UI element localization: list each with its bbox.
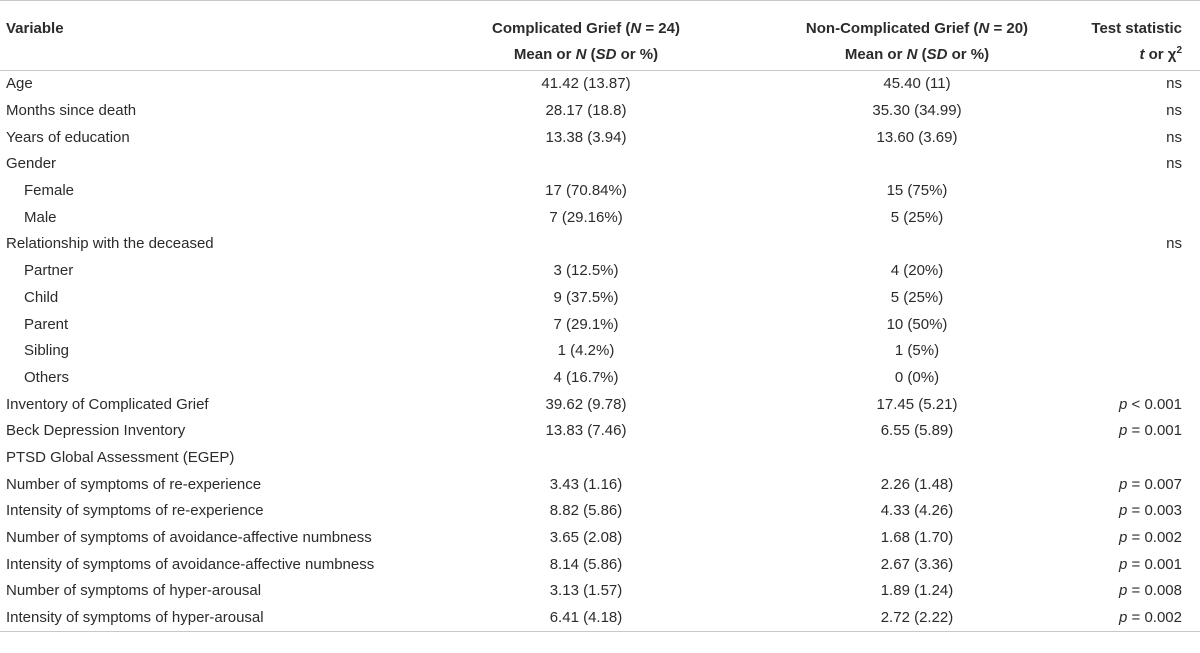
p-symbol: p xyxy=(1119,582,1128,600)
row-test-statistic xyxy=(1074,471,1200,498)
header-ncg-title: Non-Complicated Grief (N = 20) xyxy=(805,20,1029,37)
stat-value: ns xyxy=(1166,155,1182,173)
table-row xyxy=(0,578,1200,605)
row-ncg-value: 2.72 (2.22) xyxy=(760,605,1074,632)
row-cg-value: 8.14 (5.86) xyxy=(549,555,623,573)
row-ncg-value xyxy=(760,231,1074,258)
row-variable-label: Partner xyxy=(24,262,74,280)
row-cg-value xyxy=(412,445,760,472)
row-cg-value: 9 (37.5%) xyxy=(553,288,619,306)
header-stat-subtitle: t or $\chi^2$ xyxy=(1139,45,1182,63)
row-variable-label: Inventory of Complicated Grief xyxy=(6,395,209,413)
row-test-statistic xyxy=(1074,204,1200,231)
row-test-statistic xyxy=(1074,151,1200,178)
row-variable-label: Intensity of symptoms of hyper-arousal xyxy=(0,605,412,632)
table-body xyxy=(0,71,1200,632)
row-cg-value: 39.62 (9.78) xyxy=(545,395,627,413)
header-variable: Variable xyxy=(0,1,412,71)
row-variable-label: Number of symptoms of hyper-arousal xyxy=(6,582,262,600)
row-ncg-value: 10 (50%) xyxy=(886,315,948,333)
row-cg-value: 13.38 (3.94) xyxy=(545,128,627,146)
table-row xyxy=(0,445,1200,472)
row-variable-label: Gender xyxy=(6,155,57,173)
p-symbol: p xyxy=(1119,502,1128,520)
row-cg-value: 3.65 (2.08) xyxy=(549,529,623,547)
stat-value: ns xyxy=(1166,235,1182,253)
row-test-statistic xyxy=(1074,525,1200,552)
row-cg-value: 3.43 (1.16) xyxy=(549,475,623,493)
table-row xyxy=(0,258,1200,285)
header-non-complicated-grief xyxy=(760,1,1074,71)
row-test-statistic xyxy=(1074,124,1200,151)
row-variable-label: Age xyxy=(6,75,33,93)
stat-value: ns xyxy=(1166,128,1182,146)
row-variable-label: Parent xyxy=(24,315,69,333)
table-row xyxy=(0,124,1200,151)
p-symbol: p xyxy=(1119,529,1128,547)
table-row xyxy=(0,605,1200,632)
row-cg-value: 3 (12.5%) xyxy=(553,262,619,280)
row-test-statistic xyxy=(1074,578,1200,605)
row-test-statistic xyxy=(1074,605,1200,632)
row-cg-value: 7 (29.16%) xyxy=(549,208,623,226)
row-ncg-value: 15 (75%) xyxy=(886,182,948,200)
header-cg-subtitle: Mean or N (SD or %) xyxy=(513,46,659,63)
row-variable-label: Child xyxy=(24,288,59,306)
row-variable-label: Others xyxy=(24,368,70,386)
p-symbol: p xyxy=(1119,395,1128,413)
p-symbol: p xyxy=(1119,609,1128,627)
table-row xyxy=(0,418,1200,445)
row-test-statistic xyxy=(1074,338,1200,365)
table-row xyxy=(0,231,1200,258)
row-test-statistic xyxy=(1074,231,1200,258)
row-test-statistic xyxy=(1074,311,1200,338)
row-variable-label: Intensity of symptoms of re-experience xyxy=(6,502,264,520)
stat-value: = 0.008 xyxy=(1127,582,1182,600)
stat-value: = 0.001 xyxy=(1127,555,1182,573)
row-cg-value: 7 (29.1%) xyxy=(553,315,619,333)
row-ncg-value: 45.40 (11) xyxy=(883,75,951,93)
row-ncg-value: 6.55 (5.89) xyxy=(880,422,954,440)
row-variable-label: Relationship with the deceased xyxy=(6,235,214,253)
row-cg-value: 13.83 (7.46) xyxy=(545,422,627,440)
row-test-statistic xyxy=(1074,391,1200,418)
row-variable-label: Intensity of symptoms of avoidance-affective numbness xyxy=(6,555,375,573)
stat-value: ns xyxy=(1166,75,1182,93)
stat-value: < 0.001 xyxy=(1127,395,1182,413)
row-ncg-value: 1 (5%) xyxy=(894,342,940,360)
row-ncg-value xyxy=(760,445,1074,472)
header-ncg-subtitle: Mean or N (SD or %) xyxy=(844,46,990,63)
table-row xyxy=(0,285,1200,312)
table-row xyxy=(0,551,1200,578)
table-header-row xyxy=(0,1,1200,71)
table-row xyxy=(0,71,1200,98)
row-ncg-value: 1.68 (1.70) xyxy=(880,529,954,547)
header-test-statistic xyxy=(1074,1,1200,71)
table-row xyxy=(0,204,1200,231)
stat-value: = 0.001 xyxy=(1127,422,1182,440)
table-row xyxy=(0,151,1200,178)
row-ncg-value: 4.33 (4.26) xyxy=(880,502,954,520)
row-ncg-value: 2.26 (1.48) xyxy=(880,475,954,493)
row-cg-value: 28.17 (18.8) xyxy=(545,102,627,120)
row-test-statistic xyxy=(1074,498,1200,525)
row-ncg-value: 5 (25%) xyxy=(890,208,944,226)
table-row xyxy=(0,525,1200,552)
row-cg-value: 3.13 (1.57) xyxy=(549,582,623,600)
row-variable-label: Number of symptoms of avoidance-affective numbness xyxy=(6,529,372,547)
stat-value: = 0.002 xyxy=(1127,609,1182,627)
row-test-statistic xyxy=(1074,258,1200,285)
row-ncg-value: 0 (0%) xyxy=(894,368,940,386)
table-row xyxy=(0,498,1200,525)
row-variable-label: PTSD Global Assessment (EGEP) xyxy=(6,448,235,466)
row-test-statistic xyxy=(1074,285,1200,312)
table-row xyxy=(0,365,1200,392)
table-row xyxy=(0,338,1200,365)
row-ncg-value: 13.60 (3.69) xyxy=(876,128,958,146)
row-test-statistic xyxy=(1074,71,1200,98)
table-row xyxy=(0,98,1200,125)
row-cg-value xyxy=(412,231,760,258)
row-cg-value: 6.41 (4.18) xyxy=(412,605,760,632)
p-symbol: p xyxy=(1119,422,1128,440)
header-stat-title: Test statistic xyxy=(1091,20,1182,37)
row-ncg-value: 17.45 (5.21) xyxy=(876,395,958,413)
header-complicated-grief xyxy=(412,1,760,71)
row-variable-label: Number of symptoms of re-experience xyxy=(6,475,262,493)
row-ncg-value: 5 (25%) xyxy=(890,288,944,306)
p-symbol: p xyxy=(1119,475,1128,493)
stat-value: = 0.003 xyxy=(1127,502,1182,520)
row-cg-value xyxy=(412,151,760,178)
row-test-statistic xyxy=(1074,551,1200,578)
row-variable-label: Sibling xyxy=(24,342,70,360)
row-variable-label: Beck Depression Inventory xyxy=(6,422,186,440)
table-row xyxy=(0,178,1200,205)
table-row xyxy=(0,391,1200,418)
row-cg-value: 1 (4.2%) xyxy=(557,342,615,360)
row-variable-label: Months since death xyxy=(6,102,137,120)
row-test-statistic xyxy=(1074,178,1200,205)
row-cg-value: 41.42 (13.87) xyxy=(541,75,631,93)
row-cg-value: 17 (70.84%) xyxy=(545,182,627,200)
stat-value: ns xyxy=(1166,102,1182,120)
row-variable-label: Male xyxy=(24,208,57,226)
header-cg-title: Complicated Grief (N = 24) xyxy=(492,20,680,37)
row-test-statistic xyxy=(1074,98,1200,125)
row-ncg-value: 2.67 (3.36) xyxy=(880,555,954,573)
row-test-statistic xyxy=(1074,418,1200,445)
row-ncg-value: 4 (20%) xyxy=(890,262,944,280)
table-row xyxy=(0,311,1200,338)
row-variable-label: Female xyxy=(24,182,75,200)
row-cg-value: 8.82 (5.86) xyxy=(549,502,623,520)
row-cg-value: 4 (16.7%) xyxy=(553,368,619,386)
row-test-statistic xyxy=(1074,445,1200,472)
row-ncg-value xyxy=(760,151,1074,178)
row-variable-label: Years of education xyxy=(6,128,130,146)
stat-value: = 0.002 xyxy=(1127,529,1182,547)
table-row xyxy=(0,471,1200,498)
stat-value: = 0.007 xyxy=(1127,475,1182,493)
p-symbol: p xyxy=(1119,555,1128,573)
row-test-statistic xyxy=(1074,365,1200,392)
row-ncg-value: 1.89 (1.24) xyxy=(880,582,954,600)
row-ncg-value: 35.30 (34.99) xyxy=(872,102,962,120)
